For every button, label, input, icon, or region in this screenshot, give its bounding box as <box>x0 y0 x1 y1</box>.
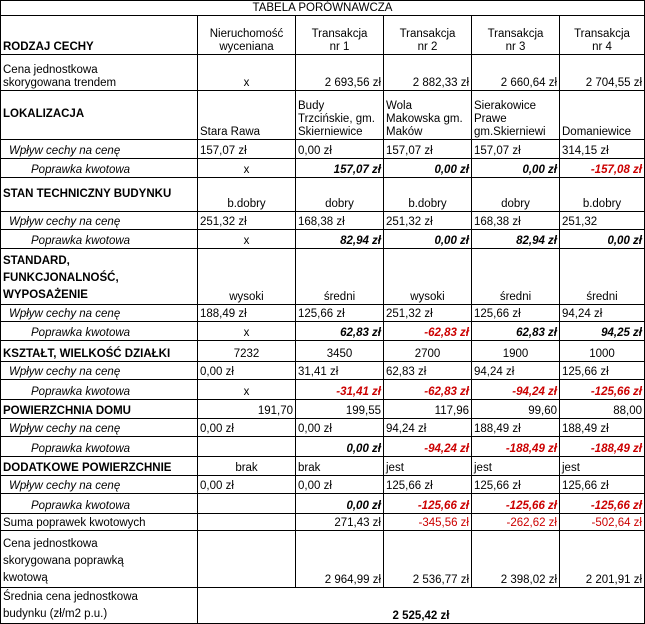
row-ksztalt-poprawka <box>1 380 645 399</box>
cell-wyceniana: brak <box>198 456 296 475</box>
row-ksztalt <box>1 341 645 361</box>
label-poprawka: Poprawka kwotowa <box>1 158 198 177</box>
title-row <box>1 1 645 16</box>
label-poprawka: Poprawka kwotowa <box>1 230 198 248</box>
cell-t2: 62,83 zł <box>384 361 472 379</box>
label-line: kwotową <box>3 572 48 585</box>
cell-t2: -94,24 zł <box>384 437 472 456</box>
cell-t3: -125,66 zł <box>472 494 560 513</box>
cell-t3: średni <box>472 248 560 304</box>
cell-t3: 2 660,64 zł <box>472 55 560 91</box>
label-wplyw: Wpływ cechy na cenę <box>1 418 198 436</box>
cell-t2: wysoki <box>384 248 472 304</box>
cell-t3: dobry <box>472 178 560 212</box>
label-wplyw: Wpływ cechy na cenę <box>1 475 198 493</box>
table-title: TABELA PORÓWNAWCZA <box>1 1 645 16</box>
label-srednia <box>1 588 198 624</box>
header-row <box>1 16 645 55</box>
row-dodatkowe <box>1 456 645 475</box>
cell-wyceniana: 7232 <box>198 341 296 361</box>
header-transakcja-3 <box>472 16 560 55</box>
cell-wyceniana: Stara Rawa <box>198 90 296 139</box>
cell-wyceniana <box>198 530 296 587</box>
header-transakcja-4 <box>560 16 645 55</box>
cell-t2: jest <box>384 456 472 475</box>
cell-t3: 94,24 zł <box>472 361 560 379</box>
cell-t2: 2700 <box>384 341 472 361</box>
row-suma <box>1 513 645 530</box>
cell-t4: średni <box>560 248 645 304</box>
cell-t1 <box>296 90 384 139</box>
cell-wyceniana: 188,49 zł <box>198 304 296 321</box>
cell-t4: Domaniewice <box>560 90 645 139</box>
label-poprawka: Poprawka kwotowa <box>1 322 198 341</box>
cell-wyceniana <box>198 437 296 456</box>
cell-t1: 62,83 zł <box>296 322 384 341</box>
row-standard-poprawka <box>1 322 645 341</box>
cell-line: Sierakowice <box>474 99 536 112</box>
cell-t4: 2 704,55 zł <box>560 55 645 91</box>
cell-t4: 125,66 zł <box>560 361 645 379</box>
cell-t4: 0,00 zł <box>560 230 645 248</box>
label-ksztalt: KSZTAŁT, WIELKOŚĆ DZIAŁKI <box>1 341 198 361</box>
label-line: STANDARD, <box>3 254 70 267</box>
label-poprawka: Poprawka kwotowa <box>1 380 198 399</box>
cell-t4: 94,25 zł <box>560 322 645 341</box>
header-t2-line2: nr 2 <box>417 41 438 54</box>
header-t2-line1: Transakcja <box>399 28 456 41</box>
row-lok-wplyw <box>1 139 645 158</box>
cell-t4: -125,66 zł <box>560 494 645 513</box>
label-poprawka: Poprawka kwotowa <box>1 437 198 456</box>
cell-wyceniana <box>198 494 296 513</box>
header-transakcja-2 <box>384 16 472 55</box>
row-powierzchnia <box>1 399 645 418</box>
cell-t3: 157,07 zł <box>472 139 560 158</box>
cell-t3: 62,83 zł <box>472 322 560 341</box>
row-cena-trend <box>1 55 645 91</box>
cell-wyceniana: x <box>198 55 296 91</box>
label-cena-trend <box>1 55 198 91</box>
cell-line: Maków <box>386 125 423 138</box>
cell-line: Makowska gm. <box>386 112 463 125</box>
cell-t1: -31,41 zł <box>296 380 384 399</box>
cell-t4: 1000 <box>560 341 645 361</box>
header-nier-line2: wyceniana <box>219 41 274 54</box>
cell-t3: 99,60 <box>472 399 560 418</box>
cell-t2: 157,07 zł <box>384 139 472 158</box>
cell-t1: 31,41 zł <box>296 361 384 379</box>
cell-t4: -157,08 zł <box>560 158 645 177</box>
cell-t1: 2 693,56 zł <box>296 55 384 91</box>
row-pow-poprawka <box>1 437 645 456</box>
cell-line: Budy <box>298 99 325 112</box>
cell-wyceniana: 157,07 zł <box>198 139 296 158</box>
cell-t3: 0,00 zł <box>472 158 560 177</box>
cell-t3: 168,38 zł <box>472 211 560 229</box>
label-line: skorygowana trendem <box>3 76 117 89</box>
cell-line: Prawe <box>474 112 507 125</box>
cell-t4: -502,64 zł <box>560 513 645 530</box>
row-stan <box>1 178 645 212</box>
label-lokalizacja: LOKALIZACJA <box>1 90 198 139</box>
srednia-value: 2 525,42 zł <box>198 588 645 624</box>
cell-t1: 3450 <box>296 341 384 361</box>
cell-t3: jest <box>472 456 560 475</box>
cell-wyceniana: x <box>198 380 296 399</box>
label-line: budynku (zł/m2 p.u.) <box>3 608 108 620</box>
label-standard <box>1 248 198 304</box>
cell-t4: -125,66 zł <box>560 380 645 399</box>
cell-t3: -188,49 zł <box>472 437 560 456</box>
cell-wyceniana: 251,32 zł <box>198 211 296 229</box>
label-wplyw: Wpływ cechy na cenę <box>1 361 198 379</box>
header-t4-line2: nr 4 <box>592 41 612 54</box>
cell-t2: 2 882,33 zł <box>384 55 472 91</box>
cell-t4: 94,24 zł <box>560 304 645 321</box>
row-dod-wplyw <box>1 475 645 493</box>
cell-t1: brak <box>296 456 384 475</box>
cell-t3: -262,62 zł <box>472 513 560 530</box>
cell-t1: 0,00 zł <box>296 475 384 493</box>
row-dod-poprawka <box>1 494 645 513</box>
cell-t1: średni <box>296 248 384 304</box>
header-nieruchomosc <box>198 16 296 55</box>
header-t3-line1: Transakcja <box>487 28 544 41</box>
cell-t1: 0,00 zł <box>296 494 384 513</box>
cell-wyceniana: x <box>198 230 296 248</box>
cell-t2: -62,83 zł <box>384 380 472 399</box>
cell-t2: 125,66 zł <box>384 475 472 493</box>
row-stan-poprawka <box>1 230 645 248</box>
label-cena-poprawka <box>1 530 198 587</box>
row-standard-wplyw <box>1 304 645 321</box>
label-wplyw: Wpływ cechy na cenę <box>1 211 198 229</box>
cell-t3: 188,49 zł <box>472 418 560 436</box>
cell-t2: -125,66 zł <box>384 494 472 513</box>
cell-t4: 251,32 <box>560 211 645 229</box>
cell-t1: 157,07 zł <box>296 158 384 177</box>
label-line: WYPOSAŻENIE <box>3 288 88 301</box>
cell-line: Wola <box>386 99 412 112</box>
cell-t2: -62,83 zł <box>384 322 472 341</box>
cell-line: Skierniewice <box>298 125 363 138</box>
row-lok-poprawka <box>1 158 645 177</box>
label-dodatkowe: DODATKOWE POWIERZCHNIE <box>1 456 198 475</box>
cell-line: Trzcińskie, gm. <box>298 112 375 125</box>
cell-t3: 2 398,02 zł <box>472 530 560 587</box>
row-pow-wplyw <box>1 418 645 436</box>
cell-t4: 2 201,91 zł <box>560 530 645 587</box>
cell-t1: 0,00 zł <box>296 139 384 158</box>
label-stan: STAN TECHNICZNY BUDYNKU <box>1 178 198 212</box>
cell-t3 <box>472 90 560 139</box>
header-t3-line2: nr 3 <box>505 41 526 54</box>
cell-wyceniana: wysoki <box>198 248 296 304</box>
cell-t4: -188,49 zł <box>560 437 645 456</box>
label-powierzchnia: POWIERZCHNIA DOMU <box>1 399 198 418</box>
cell-t2: 117,96 <box>384 399 472 418</box>
cell-t4: jest <box>560 456 645 475</box>
cell-t1: 82,94 zł <box>296 230 384 248</box>
cell-t1: 199,55 <box>296 399 384 418</box>
cell-wyceniana: 0,00 zł <box>198 475 296 493</box>
cell-t4: 314,15 zł <box>560 139 645 158</box>
cell-wyceniana: x <box>198 158 296 177</box>
row-lokalizacja <box>1 90 645 139</box>
header-rodzaj: RODZAJ CECHY <box>1 16 198 55</box>
cell-t2: 94,24 zł <box>384 418 472 436</box>
cell-t3: 125,66 zł <box>472 475 560 493</box>
cell-wyceniana <box>198 513 296 530</box>
cell-t4: 88,00 <box>560 399 645 418</box>
header-nier-line1: Nieruchomość <box>209 28 284 41</box>
label-line: Cena jednostkowa <box>3 538 98 551</box>
row-srednia <box>1 588 645 624</box>
cell-wyceniana: 0,00 zł <box>198 418 296 436</box>
cell-t3: 82,94 zł <box>472 230 560 248</box>
cell-t4: b.dobry <box>560 178 645 212</box>
label-poprawka: Poprawka kwotowa <box>1 494 198 513</box>
header-t1-line1: Transakcja <box>311 28 368 41</box>
cell-t1: 125,66 zł <box>296 304 384 321</box>
cell-t1: 271,43 zł <box>296 513 384 530</box>
cell-wyceniana: x <box>198 322 296 341</box>
cell-t2 <box>384 90 472 139</box>
cell-t1: dobry <box>296 178 384 212</box>
header-transakcja-1 <box>296 16 384 55</box>
cell-t2: 251,32 zł <box>384 304 472 321</box>
cell-t1: 0,00 zł <box>296 418 384 436</box>
cell-t1: 2 964,99 zł <box>296 530 384 587</box>
label-line: skorygowana poprawką <box>3 555 124 568</box>
cell-wyceniana: 191,70 <box>198 399 296 418</box>
label-suma: Suma poprawek kwotowych <box>1 513 198 530</box>
cell-t1: 0,00 zł <box>296 437 384 456</box>
cell-t1: 168,38 zł <box>296 211 384 229</box>
cell-line: gm.Skierniewi <box>474 125 546 138</box>
label-line: Średnia cena jednostkowa <box>3 591 138 603</box>
cell-t3: -94,24 zł <box>472 380 560 399</box>
row-cena-poprawka <box>1 530 645 587</box>
header-t4-line1: Transakcja <box>574 28 630 41</box>
cell-t3: 1900 <box>472 341 560 361</box>
cell-t4: 188,49 zł <box>560 418 645 436</box>
row-standard <box>1 248 645 304</box>
cell-wyceniana: b.dobry <box>198 178 296 212</box>
label-line: Cena jednostkowa <box>3 63 98 76</box>
label-wplyw: Wpływ cechy na cenę <box>1 139 198 158</box>
cell-t2: 251,32 zł <box>384 211 472 229</box>
header-t1-line2: nr 1 <box>329 41 350 54</box>
row-ksztalt-wplyw <box>1 361 645 379</box>
label-line: FUNKCJONALNOŚĆ, <box>3 271 119 284</box>
cell-t2: 0,00 zł <box>384 230 472 248</box>
cell-t4: 125,66 zł <box>560 475 645 493</box>
cell-wyceniana: 0,00 zł <box>198 361 296 379</box>
row-stan-wplyw <box>1 211 645 229</box>
label-wplyw: Wpływ cechy na cenę <box>1 304 198 321</box>
cell-t2: 2 536,77 zł <box>384 530 472 587</box>
cell-t3: 125,66 zł <box>472 304 560 321</box>
cell-t2: -345,56 zł <box>384 513 472 530</box>
cell-t2: b.dobry <box>384 178 472 212</box>
cell-t2: 0,00 zł <box>384 158 472 177</box>
